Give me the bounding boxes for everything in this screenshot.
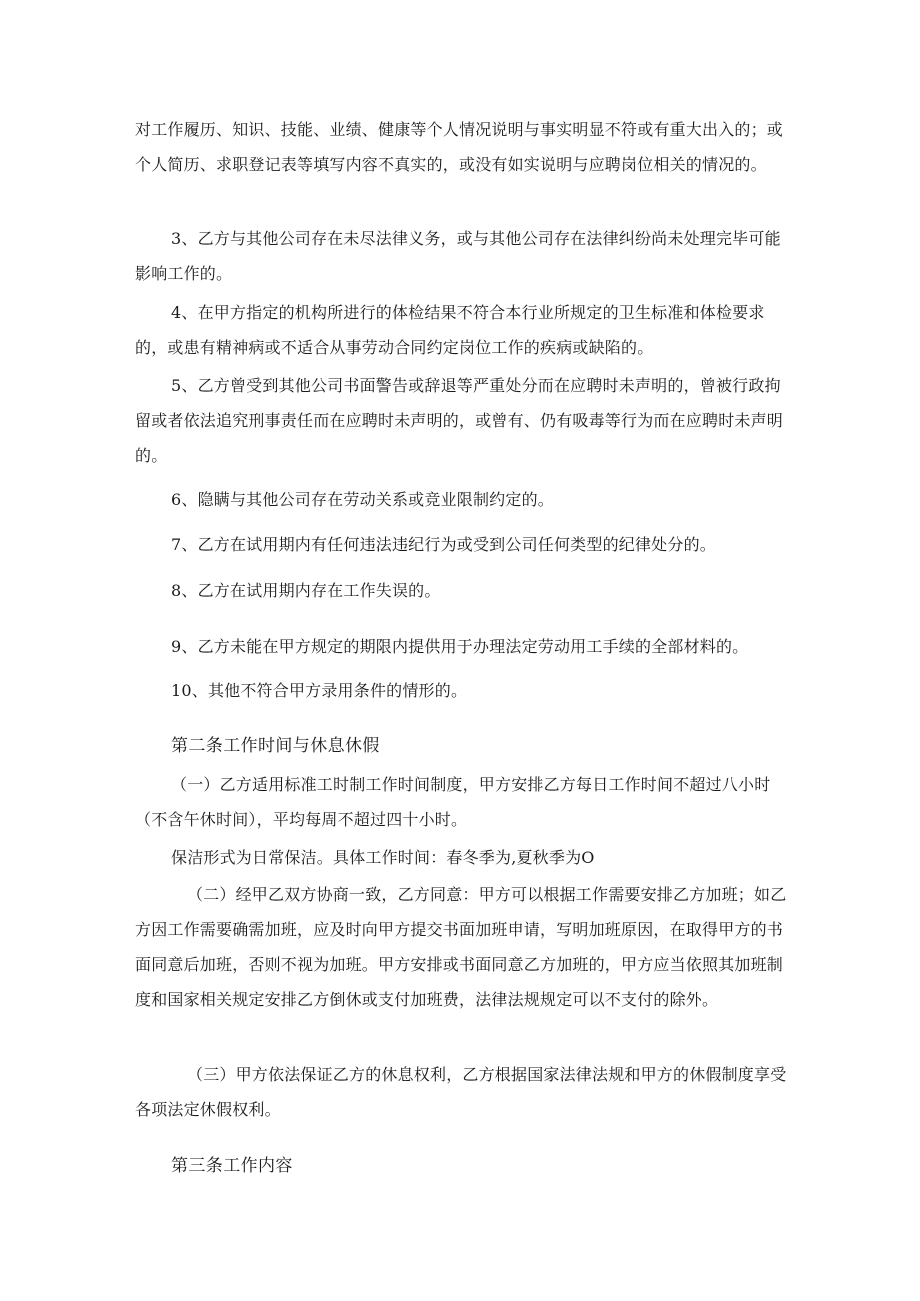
- paragraph-item-4: 4、在甲方指定的机构所进行的体检结果不符合本行业所规定的卫生标准和体检要求的，或患有精神病或不适合从事劳动合同约定岗位工作的疾病或缺陷的。: [135, 303, 765, 357]
- paragraph-item-5: 5、乙方曾受到其他公司书面警告或辞退等严重处分而在应聘时未声明的，曾被行政拘留或者依法追究刑事责任而在应聘时未声明的，或曾有、仍有吸毒等行为而在应聘时未声明的。: [135, 376, 784, 465]
- paragraph-item-10: 10、其他不符合甲方录用条件的情形的。: [171, 681, 468, 700]
- paragraph-clause-1: （一）乙方适用标准工时制工作时间制度，甲方安排乙方每日工作时间不超过八小时（不含午休时间），平均每周不超过四十小时。: [135, 775, 771, 829]
- paragraph-item-6: 6、隐瞒与其他公司存在劳动关系或竞业限制约定的。: [171, 490, 554, 509]
- paragraph-item-9: 9、乙方未能在甲方规定的期限内提供用于办理法定劳动用工手续的全部材料的。: [171, 637, 749, 656]
- paragraph-cleaning-schedule: 保洁形式为日常保洁。具体工作时间：春冬季为,夏秋季为O: [171, 848, 595, 867]
- paragraph-clause-3: （三）甲方依法保证乙方的休息权利，乙方根据国家法律法规和甲方的休假制度享受各项法定休假权利。: [135, 1065, 787, 1119]
- paragraph-clause-2: （二）经甲乙双方协商一致，乙方同意：甲方可以根据工作需要安排乙方加班；如乙方因工作需要确需加班，应及时向甲方提交书面加班申请，写明加班原因，在取得甲方的书面同意后加班，否则不视为加班。甲方安排或书面同意乙方加班的，甲方应当依照其加班制度和国家相关规定安排乙方倒休或支付加班费，法律法规规定可以不支付的除外。: [135, 885, 787, 1009]
- paragraph-continuation: 对工作履历、知识、技能、业绩、健康等个人情况说明与事实明显不符或有重大出入的；或个人简历、求职登记表等填写内容不真实的，或没有如实说明与应聘岗位相关的情况的。: [135, 120, 784, 174]
- paragraph-item-3: 3、乙方与其他公司存在未尽法律义务，或与其他公司存在法律纠纷尚未处理完毕可能影响工作的。: [135, 229, 781, 283]
- section-heading-article-2: 第二条工作时间与休息休假: [171, 736, 380, 756]
- paragraph-item-7: 7、乙方在试用期内有任何违法违纪行为或受到公司任何类型的纪律处分的。: [171, 535, 716, 554]
- section-heading-article-3: 第三条工作内容: [171, 1156, 293, 1176]
- paragraph-item-8: 8、乙方在试用期内存在工作失误的。: [171, 581, 441, 600]
